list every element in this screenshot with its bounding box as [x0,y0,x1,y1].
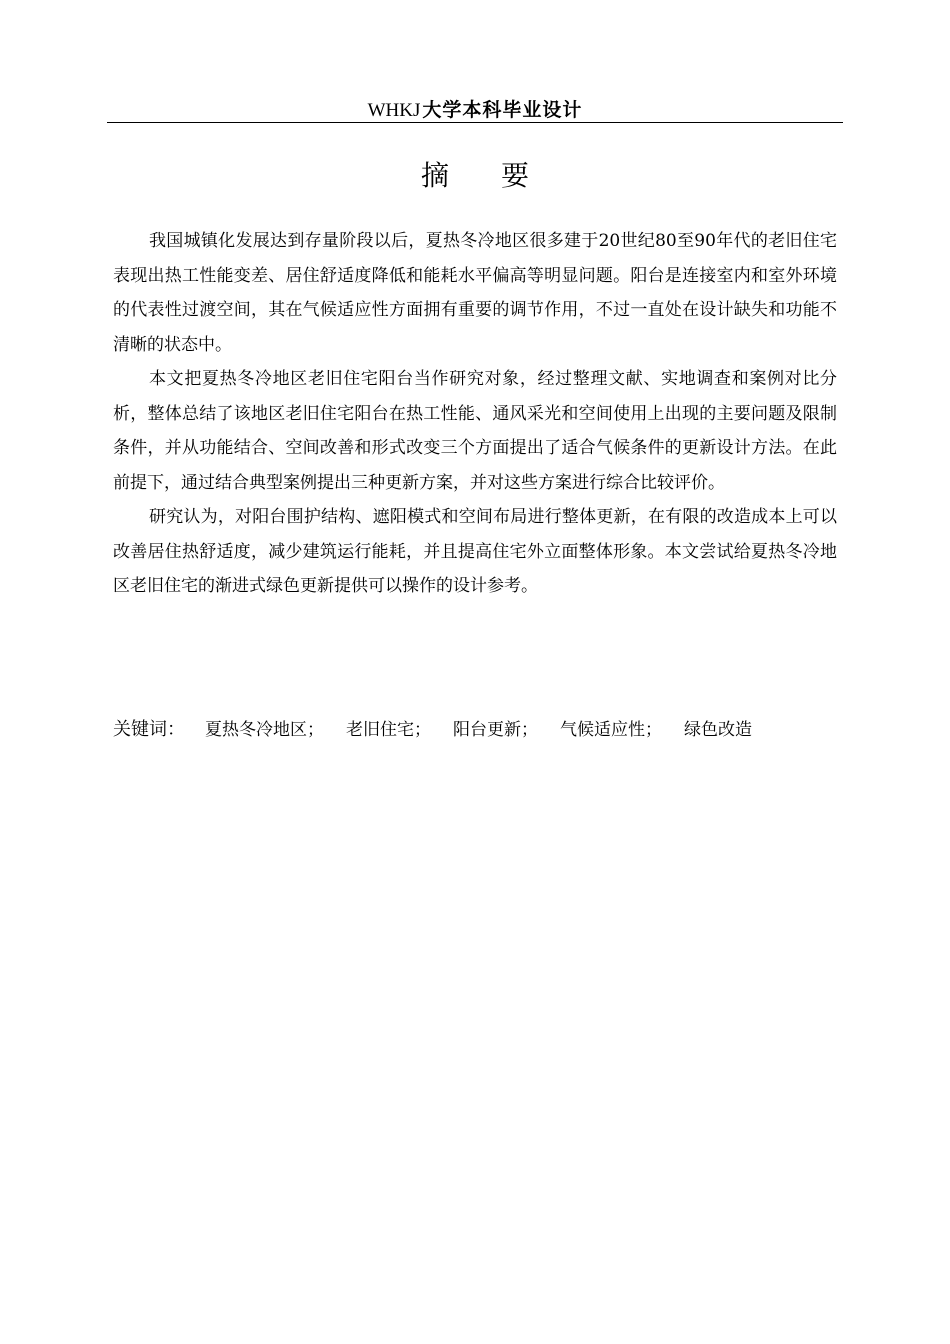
keyword-item: 气候适应性； [560,720,662,740]
school-title: 大学本科毕业设计 [422,99,583,121]
keyword-item: 老旧住宅； [346,720,431,740]
page-header [107,96,843,124]
keywords-line [113,714,837,746]
abstract-heading [0,156,950,196]
abstract-heading-char: 要 [501,159,530,192]
abstract-paragraph: 本文把夏热冬冷地区老旧住宅阳台当作研究对象，经过整理文献、实地调查和案例对比分析，整体总结了该地区老旧住宅阳台在热工性能、通风采光和空间使用上出现的主要问题及限制条件，并从功能结合、空间改善和形式改变三个方面提出了适合气候条件的更新设计方法。在此前提下，通过结合典型案例提出三种更新方案，并对这些方案进行综合比较评价。 [113,369,837,493]
keyword-item: 阳台更新； [453,720,538,740]
abstract-paragraph: 研究认为，对阳台围护结构、遮阳模式和空间布局进行整体更新，在有限的改造成本上可以改善居住热舒适度，减少建筑运行能耗，并且提高住宅外立面整体形象。本文尝试给夏热冬冷地区老旧住宅的渐进式绿色更新提供可以操作的设计参考。 [113,507,837,596]
school-code: WHKJ [367,100,421,121]
keyword-item: 绿色改造 [684,720,752,740]
header-divider [107,122,843,123]
abstract-heading-char: 摘 [420,159,449,192]
keywords-label: 关键词： [113,719,185,740]
keyword-item: 夏热冬冷地区； [205,720,324,740]
abstract-paragraph: 我国城镇化发展达到存量阶段以后，夏热冬冷地区很多建于20世纪80至90年代的老旧住宅表现出热工性能变差、居住舒适度降低和能耗水平偏高等明显问题。阳台是连接室内和室外环境的代表性过渡空间，其在气候适应性方面拥有重要的调节作用，不过一直处在设计缺失和功能不清晰的状态中。 [113,231,837,355]
abstract-body [113,224,837,604]
